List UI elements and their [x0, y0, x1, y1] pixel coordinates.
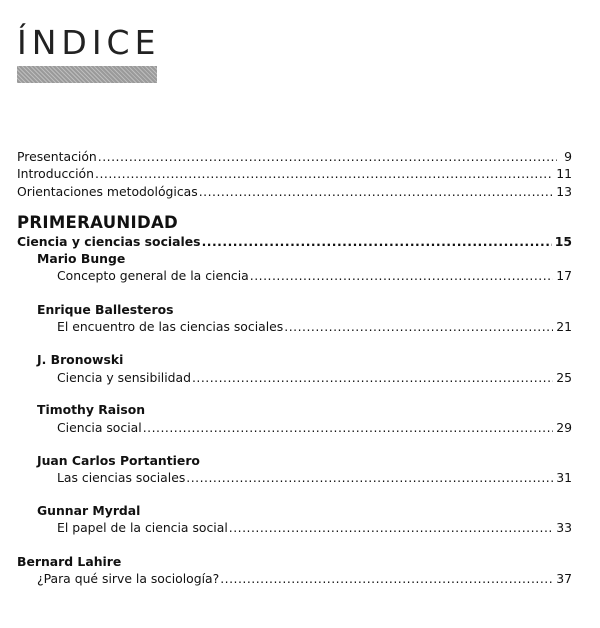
toc-entry-ciencia-social[interactable]: [57, 420, 572, 436]
leader-dots: [186, 470, 553, 486]
toc-author: Mario Bunge: [37, 251, 126, 266]
toc-author: Juan Carlos Portantiero: [37, 453, 200, 468]
toc-entry-para-que[interactable]: [37, 571, 572, 587]
toc-entry-las-ciencias[interactable]: [57, 470, 572, 486]
toc-author: Bernard Lahire: [17, 554, 122, 569]
toc-entry-orientaciones[interactable]: [17, 184, 572, 200]
toc-entry-page: 17: [556, 268, 572, 283]
toc-entry-page: 13: [556, 184, 572, 199]
leader-dots: [284, 319, 553, 335]
toc-author: Gunnar Myrdal: [37, 503, 141, 518]
leader-dots: [95, 166, 553, 182]
toc-entry-presentacion[interactable]: [17, 149, 572, 165]
leader-dots: [250, 268, 553, 284]
toc-entry-label: Ciencia y sensibilidad: [57, 370, 191, 385]
toc-entry-page: 11: [556, 166, 572, 181]
toc-entry-label: ¿Para qué sirve la sociología?: [37, 571, 220, 586]
toc-entry-introduccion[interactable]: [17, 166, 572, 182]
toc-entry-label: Presentación: [17, 149, 97, 164]
toc-entry-page: 9: [564, 149, 572, 164]
toc-entry-page: 31: [556, 470, 572, 485]
leader-dots: [143, 420, 554, 436]
toc-entry-page: 25: [556, 370, 572, 385]
toc-entry-label: El encuentro de las ciencias sociales: [57, 319, 284, 334]
toc-section-label: Ciencia y ciencias sociales: [17, 234, 201, 249]
leader-dots: [199, 184, 554, 200]
leader-dots: [220, 571, 553, 587]
toc-author: Enrique Ballesteros: [37, 302, 174, 317]
leader-dots: [202, 234, 552, 250]
toc-author: J. Bronowski: [37, 352, 124, 367]
toc-entry-label: Introducción: [17, 166, 94, 181]
toc-entry-page: 29: [556, 420, 572, 435]
toc-author: Timothy Raison: [37, 402, 146, 417]
toc-section-ciencia[interactable]: [17, 234, 572, 250]
toc-entry-concepto[interactable]: [57, 268, 572, 284]
toc-entry-page: 33: [556, 520, 572, 535]
toc-entry-label: Ciencia social: [57, 420, 142, 435]
toc-entry-label: Orientaciones metodológicas: [17, 184, 198, 199]
leader-dots: [229, 520, 553, 536]
page-title: ÍNDICE: [17, 23, 161, 62]
toc-entry-label: Concepto general de la ciencia: [57, 268, 249, 283]
toc-entry-label: Las ciencias sociales: [57, 470, 186, 485]
leader-dots: [192, 370, 553, 386]
toc-entry-page: 21: [556, 319, 572, 334]
leader-dots: [98, 149, 557, 165]
toc-entry-encuentro[interactable]: [57, 319, 572, 335]
toc-entry-sensibilidad[interactable]: [57, 370, 572, 386]
toc-entry-label: El papel de la ciencia social: [57, 520, 228, 535]
toc-entry-papel[interactable]: [57, 520, 572, 536]
toc-section-page: 15: [554, 234, 572, 249]
unit-heading: PRIMERAUNIDAD: [17, 213, 179, 232]
toc-entry-page: 37: [556, 571, 572, 586]
